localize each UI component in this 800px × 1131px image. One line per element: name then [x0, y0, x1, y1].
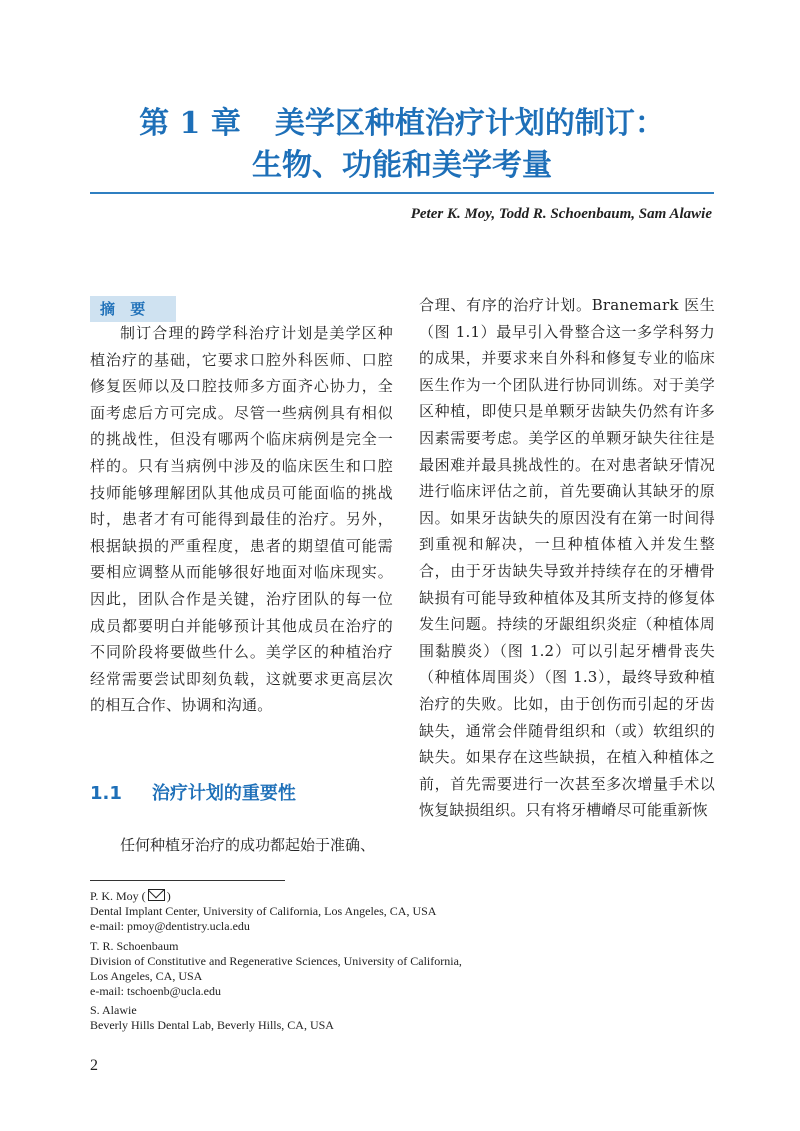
section-number: 1.1	[90, 783, 122, 804]
chapter-title-line2: 生物、功能和美学考量	[252, 148, 552, 183]
footnote-alawie	[90, 1003, 334, 1033]
footnote-alawie-name: S. Alawie	[90, 1003, 137, 1017]
footnote-schoenbaum-name: T. R. Schoenbaum	[90, 939, 179, 953]
footnote-moy	[90, 889, 436, 934]
footnote-divider	[90, 880, 285, 881]
abstract-text: 制订合理的跨学科治疗计划是美学区种植治疗的基础，它要求口腔外科医师、口腔修复医师以及口腔技师多方面齐心协力，全面考虑后方可完成。尽管一些病例具有相似的挑战性，但没有哪两个临床病例是完全一样的。只有当病例中涉及的临床医生和口腔技师能够理解团队其他成员可能面临的挑战时，患者才有可能得到最佳的治疗。另外，根据缺损的严重程度，患者的期望值可能需要相应调整从而能够很好地面对临床现实。因此，团队合作是关键，治疗团队的每一位成员都要明白并能够预计其他成员在治疗的不同阶段将要做些什么。美学区的种植治疗经常需要尝试即刻负载，这就要求更高层次的相互合作、协调和沟通。	[90, 324, 393, 715]
chapter-title-line1	[90, 103, 714, 145]
envelope-icon[interactable]	[148, 889, 165, 901]
section-title: 治疗计划的重要性	[151, 783, 296, 804]
footnote-schoenbaum-email[interactable]: e-mail: tschoenb@ucla.edu	[90, 984, 222, 998]
footnote-alawie-affiliation: Beverly Hills Dental Lab, Beverly Hills, CA, USA	[90, 1018, 334, 1032]
right-column-text: 合理、有序的治疗计划。Branemark 医生（图 1.1）最早引入骨整合这一多学科努力的成果，并要求来自外科和修复专业的临床医生作为一个团队进行协同训练。对于美学区种植，即使只是单颗牙齿缺失仍然有许多因素需要考虑。美学区的单颗牙缺失往往是最困难并最具挑战性的。在对患者缺牙情况进行临床评估之前，首先要确认其缺牙的原因。如果牙齿缺失的原因没有在第一时间得到重视和解决，一旦种植体植入并发生整合，由于牙齿缺失导致并持续存在的牙槽骨缺损有可能导致种植体及其所支持的修复体发生问题。持续的牙龈组织炎症（种植体周围黏膜炎）（图 1.2）可以引起牙槽骨丧失（种植体周围炎）（图 1.3），最终导致种植治疗的失败。比如，由于创伤而引起的牙齿缺失，通常会伴随骨组织和（或）软组织的缺失。如果存在这些缺损，在植入种植体之前，首先需要进行一次甚至多次增量手术以恢复缺损组织。只有将牙槽嵴尽可能重新恢	[419, 296, 715, 820]
section-intro: 任何种植牙治疗的成功都起始于准确、	[120, 836, 376, 854]
footnote-schoenbaum	[90, 939, 462, 999]
page-number: 2	[90, 1057, 98, 1074]
title-divider	[90, 192, 714, 194]
section-heading	[90, 779, 296, 805]
footnote-moy-name: P. K. Moy (	[90, 889, 146, 903]
authors-line: Peter K. Moy, Todd R. Schoenbaum, Sam Alawie	[410, 206, 712, 222]
footnote-moy-email[interactable]: e-mail: pmoy@dentistry.ucla.edu	[90, 919, 250, 933]
chapter-number: 第 1 章	[139, 106, 241, 141]
footnote-schoenbaum-affiliation-2: Los Angeles, CA, USA	[90, 969, 203, 983]
chapter-title-text-1: 美学区种植治疗计划的制订：	[274, 106, 665, 141]
footnote-moy-affiliation: Dental Implant Center, University of California, Los Angeles, CA, USA	[90, 904, 437, 918]
abstract-heading: 摘 要	[90, 296, 176, 322]
footnote-moy-name-close: )	[166, 889, 171, 903]
footnote-schoenbaum-affiliation-1: Division of Constitutive and Regenerative Sciences, University of California,	[90, 954, 462, 968]
abstract-body	[90, 320, 393, 719]
chapter-title	[90, 103, 714, 187]
